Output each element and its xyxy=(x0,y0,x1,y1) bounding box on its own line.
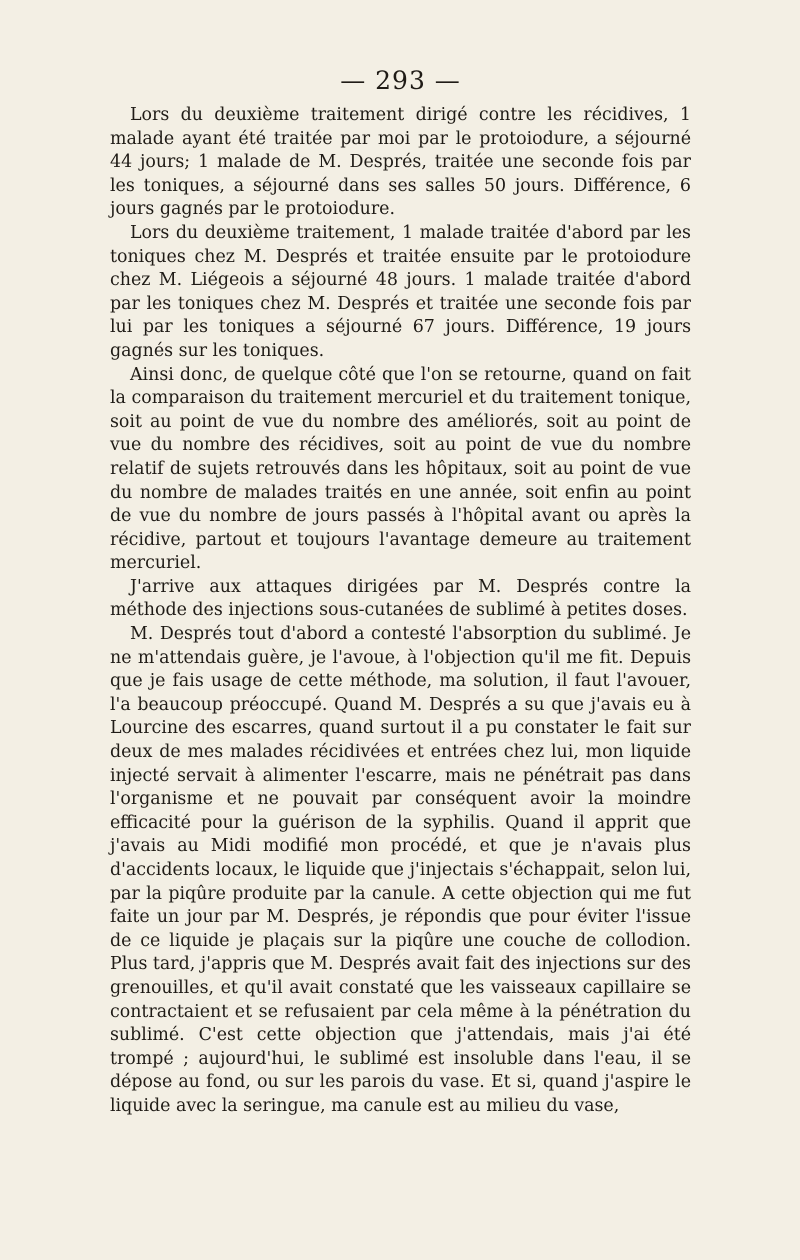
page-number: — 293 — xyxy=(340,66,461,95)
body-text xyxy=(110,104,691,1119)
paragraph: Ainsi donc, de quelque côté que l'on se retourne, quand on fait la comparaison du traitement mercuriel et du traitement tonique, soit au point de vue du nombre des améliorés, soit au point de vue du nombre des récidives, soit au point de vue du nombre relatif de sujets retrouvés dans les hôpitaux, soit au point de vue du nombre de malades traités en une année, soit enfin au point de vue du nombre de jours passés à l'hôpital avant ou après la récidive, partout et toujours l'avantage demeure au traitement mercuriel. xyxy=(110,364,691,574)
paragraph: Lors du deuxième traitement dirigé contre les récidives, 1 malade ayant été traitée par moi par le protoiodure, a séjourné 44 jours; 1 malade de M. Després, traitée une seconde fois par les toniques, a séjourné dans ses salles 50 jours. Différence, 6 jours gagnés par le protoiodure. xyxy=(110,105,691,220)
paragraph: Lors du deuxième traitement, 1 malade traitée d'abord par les toniques chez M. Després et traitée ensuite par le protoiodure chez M. Liégeois a séjourné 48 jours. 1 malade traitée d'abord par les toniques chez M. Després et traitée une seconde fois par lui par les toniques a séjourné 67 jours. Différence, 19 jours gagnés sur les toniques. xyxy=(110,222,691,361)
paragraph: M. Després tout d'abord a contesté l'absorption du sublimé. Je ne m'attendais guère, je l'avoue, à l'objection qu'il me fit. Depuis que je fais usage de cette méthode, ma solution, il faut l'avouer, l'a beaucoup préoccupé. Quand M. Després a su que j'avais eu à Lourcine des escarres, quand surtout il a pu constater le fait sur deux de mes malades récidivées et entrées chez lui, mon liquide injecté servait à alimenter l'escarre, mais ne pénétrait pas dans l'organisme et ne pouvait par conséquent avoir la moindre efficacité pour la guérison de la syphilis. Quand il apprit que j'avais au Midi modifié mon procédé, et que je n'avais plus d'accidents locaux, le liquide que j'injectais s'échappait, selon lui, par la piqûre produite par la canule. A cette objection qui me fut faite un jour par M. Després, je répondis que pour éviter l'issue de ce liquide je plaçais sur la piqûre une couche de collodion. Plus tard, j'appris que M. Després avait fait des injections sur des grenouilles, et qu'il avait constaté que les vaisseaux capillaire se contractaient et se refusaient par cela même à la pénétration du sublimé. C'est cette objection que j'attendais, mais j'ai été trompé ; aujourd'hui, le sublimé est insoluble dans l'eau, il se dépose au fond, ou sur les parois du vase. Et si, quand j'aspire le liquide avec la seringue, ma canule est au milieu du vase, xyxy=(110,624,691,1116)
paragraph: J'arrive aux attaques dirigées par M. Després contre la méthode des injections sous-cutanées de sublimé à petites doses. xyxy=(110,576,691,621)
